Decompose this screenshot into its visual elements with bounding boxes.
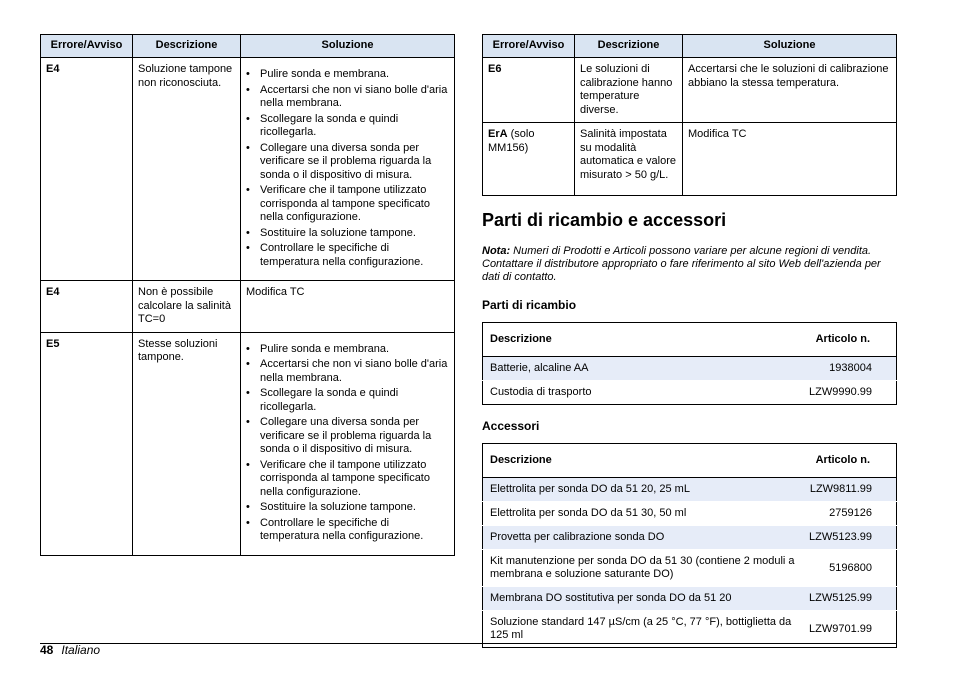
accessory-number: 2759126 — [802, 502, 896, 526]
accessory-number: LZW9701.99 — [802, 611, 896, 648]
table-row — [483, 526, 897, 550]
table-row — [483, 381, 897, 405]
section-title: Parti di ricambio e accessori — [482, 210, 727, 230]
solution-item: • Sostituire la soluzione tampone. — [246, 227, 449, 241]
error-code-label: ErA — [488, 128, 508, 140]
table-header-row — [483, 323, 897, 357]
solution-item: • Sostituire la soluzione tampone. — [246, 501, 449, 515]
page-footer — [40, 643, 100, 657]
part-number: LZW9990.99 — [711, 381, 897, 405]
table-header-row — [483, 444, 897, 478]
footer-language: Italiano — [61, 643, 101, 657]
accessory-number: LZW9811.99 — [802, 478, 896, 502]
solution-item: • Accertarsi che non vi siano bolle d'aria nella membrana. — [246, 84, 449, 111]
solution-item: • Scollegare la sonda e quindi ricollegarla. — [246, 113, 449, 140]
footer-divider — [40, 643, 897, 644]
accessory-description: Elettrolita per sonda DO da 51 20, 25 mL — [483, 478, 803, 502]
spare-parts-table — [482, 322, 897, 405]
accessory-number: 5196800 — [802, 550, 896, 587]
error-description: Soluzione tampone non riconosciuta. — [133, 58, 241, 281]
table-row — [41, 332, 455, 555]
error-code: E6 — [483, 58, 575, 123]
header-item-number: Articolo n. — [802, 444, 896, 478]
solution-item: • Controllare le specifiche di temperatura nella configurazione. — [246, 517, 449, 544]
error-code: E4 — [41, 58, 133, 281]
table-row — [483, 587, 897, 611]
accessories-table — [482, 443, 897, 648]
error-code — [483, 123, 575, 196]
solution-item: • Verificare che il tampone utilizzato corrisponda al tampone specificato nella configurazione. — [246, 184, 449, 225]
error-code-suffix: (solo MM156) — [488, 128, 535, 154]
page-number: 48 — [40, 643, 54, 657]
table-header-row — [41, 35, 455, 58]
table-row — [483, 478, 897, 502]
error-solution: Modifica TC — [241, 281, 455, 333]
solution-item: • Pulire sonda e membrana. — [246, 343, 449, 357]
error-table-left — [40, 34, 455, 556]
table-row — [483, 502, 897, 526]
part-description: Custodia di trasporto — [483, 381, 711, 405]
error-description: Non è possibile calcolare la salinità TC=0 — [133, 281, 241, 333]
accessory-number: LZW5123.99 — [802, 526, 896, 550]
solution-item: • Pulire sonda e membrana. — [246, 68, 449, 82]
error-description: Stesse soluzioni tampone. — [133, 332, 241, 555]
header-description: Descrizione — [575, 35, 683, 58]
left-column — [40, 34, 455, 556]
solution-item: • Accertarsi che non vi siano bolle d'aria nella membrana. — [246, 358, 449, 385]
header-solution: Soluzione — [683, 35, 897, 58]
error-solution: Modifica TC — [683, 123, 897, 196]
error-solution — [241, 58, 455, 281]
header-description: Descrizione — [133, 35, 241, 58]
accessory-description: Provetta per calibrazione sonda DO — [483, 526, 803, 550]
table-row — [483, 123, 897, 196]
header-error: Errore/Avviso — [483, 35, 575, 58]
solution-item: • Scollegare la sonda e quindi ricollegarla. — [246, 387, 449, 414]
header-solution: Soluzione — [241, 35, 455, 58]
solution-item: • Verificare che il tampone utilizzato corrisponda al tampone specificato nella configurazione. — [246, 459, 449, 500]
accessories-title: Accessori — [482, 419, 540, 433]
header-description: Descrizione — [483, 323, 711, 357]
part-description: Batterie, alcaline AA — [483, 357, 711, 381]
accessory-description: Elettrolita per sonda DO da 51 30, 50 ml — [483, 502, 803, 526]
table-row — [41, 58, 455, 281]
table-row — [483, 550, 897, 587]
error-code: E5 — [41, 332, 133, 555]
error-description: Salinità impostata su modalità automatica e valore misurato > 50 g/L. — [575, 123, 683, 196]
table-row — [483, 357, 897, 381]
note — [482, 245, 897, 284]
part-number: 1938004 — [711, 357, 897, 381]
accessory-description: Kit manutenzione per sonda DO da 51 30 (contiene 2 moduli a membrana e soluzione saturante DO) — [483, 550, 803, 587]
solution-item: • Controllare le specifiche di temperatura nella configurazione. — [246, 242, 449, 269]
table-row — [41, 281, 455, 333]
note-text: Numeri di Prodotti e Articoli possono variare per alcune regioni di vendita. Contattare il distributore appropriato o fare riferimento al sito Web dell'azienda per dati di contatto. — [482, 245, 881, 283]
right-column — [482, 34, 897, 648]
accessory-number: LZW5125.99 — [802, 587, 896, 611]
table-row — [483, 58, 897, 123]
note-label: Nota: — [482, 245, 511, 257]
accessory-description: Membrana DO sostitutiva per sonda DO da 51 20 — [483, 587, 803, 611]
spare-parts-title: Parti di ricambio — [482, 298, 577, 312]
solution-item: • Collegare una diversa sonda per verificare se il problema riguarda la sonda o il dispositivo di misura. — [246, 142, 449, 183]
header-item-number: Articolo n. — [711, 323, 897, 357]
solution-item: • Collegare una diversa sonda per verificare se il problema riguarda la sonda o il dispositivo di misura. — [246, 416, 449, 457]
error-solution — [241, 332, 455, 555]
error-code: E4 — [41, 281, 133, 333]
error-solution: Accertarsi che le soluzioni di calibrazione abbiano la stessa temperatura. — [683, 58, 897, 123]
header-error: Errore/Avviso — [41, 35, 133, 58]
header-description: Descrizione — [483, 444, 803, 478]
accessory-description: Soluzione standard 147 µS/cm (a 25 °C, 77 °F), bottiglietta da 125 ml — [483, 611, 803, 648]
error-table-right — [482, 34, 897, 196]
table-header-row — [483, 35, 897, 58]
error-description: Le soluzioni di calibrazione hanno temperature diverse. — [575, 58, 683, 123]
table-row — [483, 611, 897, 648]
